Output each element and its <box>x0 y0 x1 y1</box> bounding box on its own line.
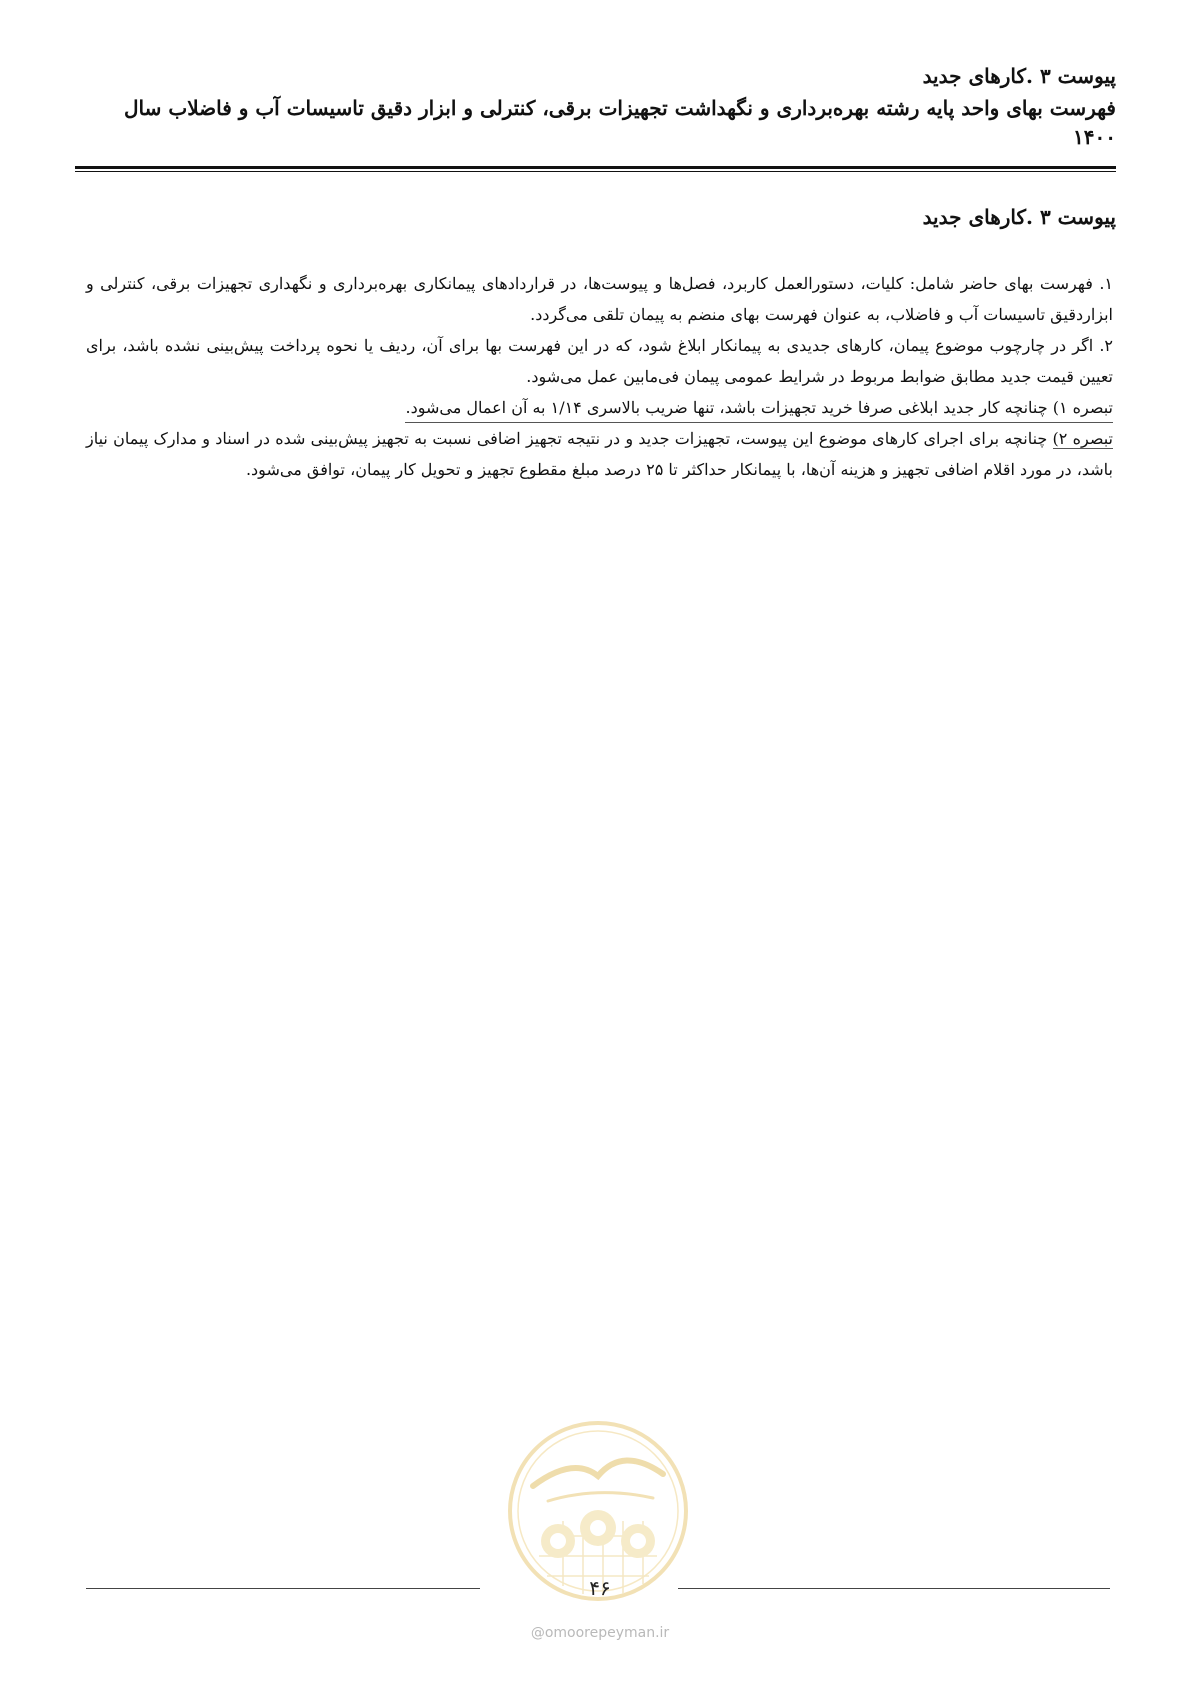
note-1: تبصره ۱) چنانچه کار جدید ابلاغی صرفا خرید تجهیزات باشد، تنها ضریب بالاسری ۱/۱۴ به آن اعمال می‌شود. <box>405 393 1113 423</box>
footer-rule-right <box>678 1588 1110 1589</box>
note-1-paragraph <box>86 392 1113 423</box>
paragraph-1: ۱. فهرست بهای حاضر شامل: کلیات، دستورالعمل کاربرد، فصل‌ها و پیوست‌ها، در قراردادهای پیمانکاری بهره‌برداری و نگهداری تجهیزات برقی، کنترلی و ابزاردقیق تاسیسات آب و فاضلاب، به عنوان فهرست بهای منضم به پیمان تلقی می‌گردد. <box>86 274 1113 324</box>
paragraph-2: ۲. اگر در چارچوب موضوع پیمان، کارهای جدیدی به پیمانکار ابلاغ شود، که در این فهرست بها برای آن، ردیف یا نحوه پرداخت پیش‌بینی نشده باشد، برای تعیین قیمت جدید مطابق ضوابط مربوط در شرایط عمومی پیمان فی‌مابین عمل می‌شود. <box>86 336 1113 386</box>
header-title: پیوست ۳ .کارهای جدید <box>922 64 1116 88</box>
note-2-label: تبصره ۲) <box>1052 429 1114 448</box>
section-title: پیوست ۳ .کارهای جدید <box>922 205 1116 229</box>
page-number: ۴۶ <box>589 1576 611 1600</box>
header-year: ۱۴۰۰ <box>1073 125 1116 149</box>
page-header <box>75 60 1116 150</box>
note-2-text: چنانچه برای اجرای کارهای موضوع این پیوست، تجهیزات جدید و در نتیجه تجهیز اضافی نسبت به تجهیز پیش‌بینی شده در اسناد و مدارک پیمان نیاز باشد، در مورد اقلام اضافی تجهیز و هزینه آن‌ها، با پیمانکار حداکثر تا ۲۵ درصد مبلغ مقطوع تجهیز و تحویل کار پیمان، توافق می‌شود. <box>86 429 1113 479</box>
body-text <box>86 268 1113 485</box>
note-2-paragraph <box>86 423 1113 485</box>
footer-website: @omoorepeyman.ir <box>530 1625 670 1641</box>
header-subtitle: فهرست بهای واحد پایه رشته بهره‌برداری و نگهداشت تجهیزات برقی، کنترلی و ابزار دقیق تاسیسات آب و فاضلاب سال <box>124 96 1116 120</box>
footer-rule-left <box>86 1588 480 1589</box>
header-double-rule <box>75 166 1116 172</box>
